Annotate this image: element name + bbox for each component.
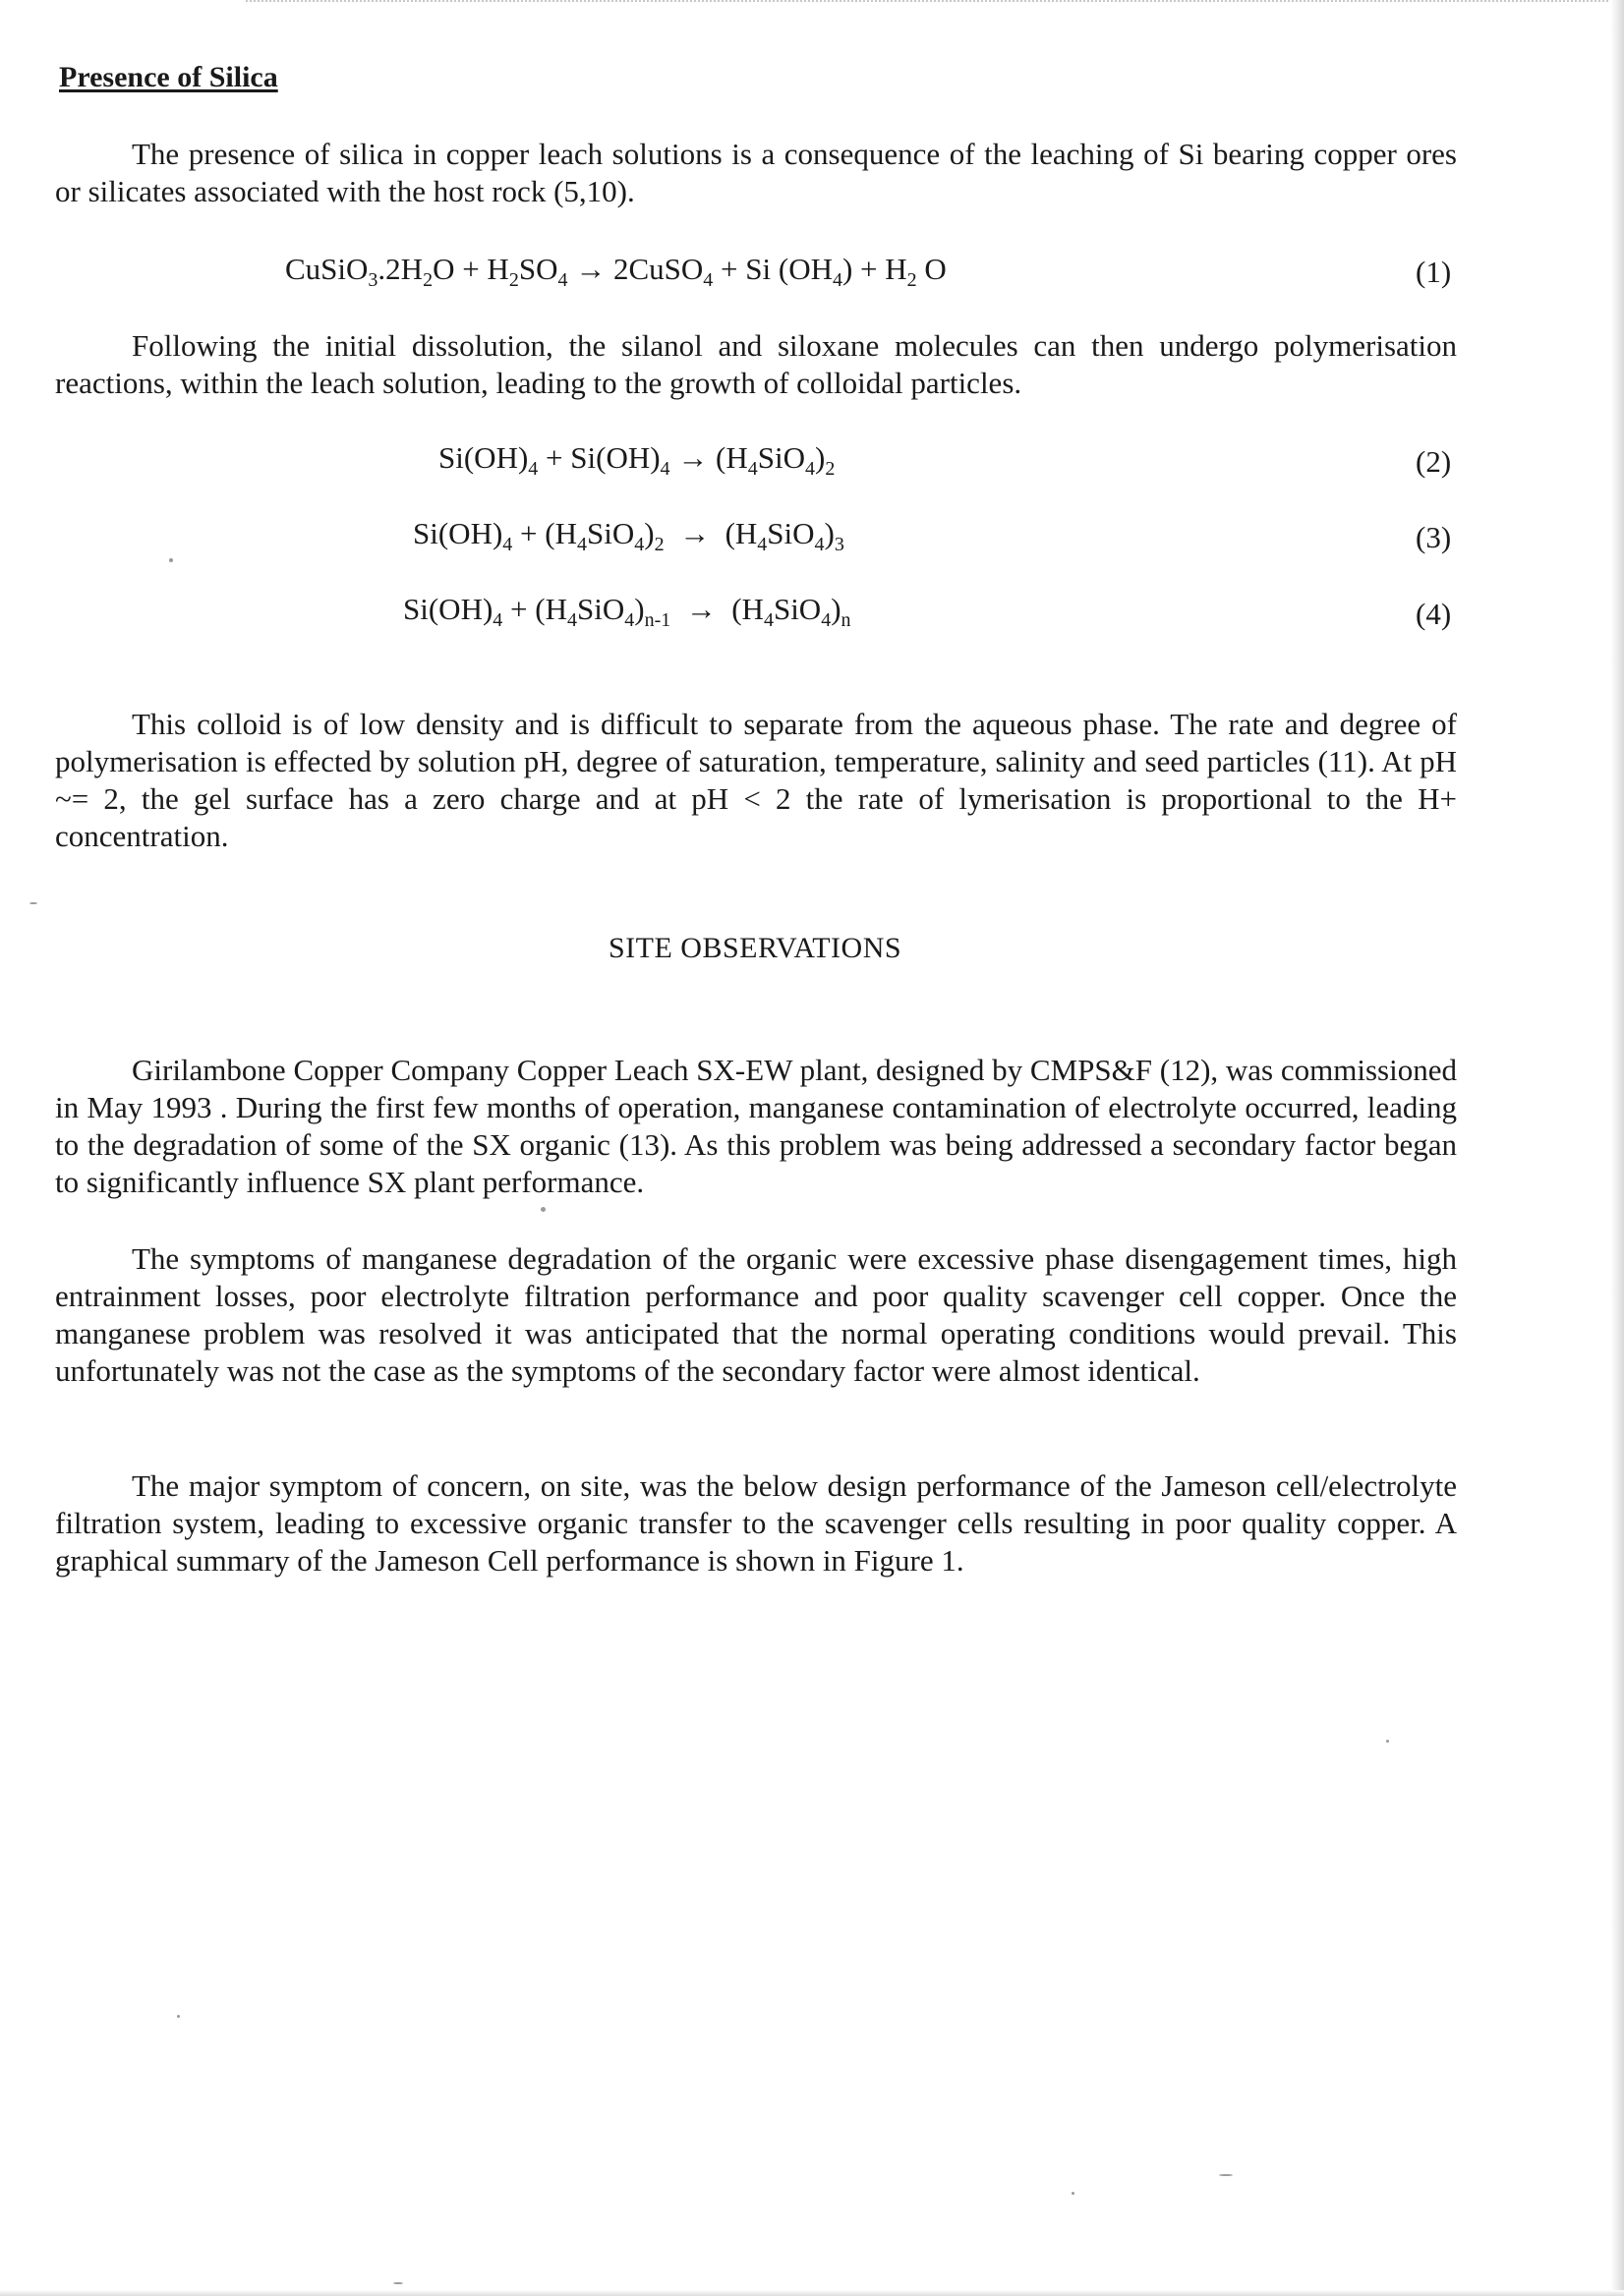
page-bottom-edge (0, 2290, 1624, 2296)
section-title-site-observations: SITE OBSERVATIONS (608, 932, 902, 964)
scan-speck (393, 2282, 403, 2284)
scan-speck (169, 558, 173, 562)
equation-2: $Si(OH)_4 + Si(OH)_4 \to (H_4SiO_4)_2$ (438, 440, 836, 481)
equation-1: $CuSiO_3.2H_2O + H_2SO_4$ → 2CuSO$_4$ + Si $(OH_4) + H_2$ O (285, 252, 947, 292)
page-right-edge (1610, 0, 1624, 2296)
paragraph-girilambone: Girilambone Copper Company Copper Leach SX-EW plant, designed by CMPS&F (12), was commissioned in May 1993 . During the first few months of operation, manganese contamination of electrolyte occurred, leading to the degradation of some of the SX organic (13). As this problem was being addressed a secondary factor began to significantly influence SX plant performance. (55, 1053, 1457, 1199)
section-heading-silica: Presence of Silica (59, 61, 278, 93)
scan-speck (29, 902, 37, 904)
scan-speck (177, 2015, 180, 2018)
equation-2-number: (2) (1416, 444, 1452, 479)
equation-3-number: (3) (1416, 520, 1452, 554)
scan-speck (1219, 2174, 1233, 2176)
paragraph-jameson-cell: The major symptom of concern, on site, was the below design performance of the Jameson cell/electrolyte filtration system, leading to excessive organic transfer to the scavenger cells resulting in poor quality copper. A graphical summary of the Jameson Cell performance is shown in Figure 1. (55, 1468, 1457, 1578)
scan-speck (1072, 2192, 1074, 2195)
paragraph-symptoms: The symptoms of manganese degradation of the organic were excessive phase disengagement times, high entrainment losses, poor electrolyte filtration performance and poor quality scavenger cell copper. Once the manganese problem was resolved it was anticipated that the normal operating conditions would prevail. This unfortunately was not the case as the symptoms of the secondary factor were almost identical. (55, 1241, 1457, 1388)
equation-1-number: (1) (1416, 255, 1452, 289)
scan-speck (541, 1207, 546, 1212)
equation-4: $Si(OH)_4 + (H_4SiO_4)_{n-1} \to (H_4SiO_4)_n$ (403, 592, 851, 632)
equation-4-number: (4) (1416, 597, 1452, 631)
equation-3: $Si(OH)_4 + (H_4SiO_4)_2 \to (H_4SiO_4)_3$ (413, 516, 844, 556)
paragraph-polymerisation: Following the initial dissolution, the silanol and siloxane molecules can then undergo polymerisation reactions, within the leach solution, leading to the growth of colloidal particles. (55, 328, 1457, 400)
paragraph-silica-intro: The presence of silica in copper leach solutions is a consequence of the leaching of Si bearing copper ores or silicates associated with the host rock (5,10). (55, 137, 1457, 208)
scan-speck (1386, 1740, 1389, 1743)
paragraph-colloid: This colloid is of low density and is difficult to separate from the aqueous phase. The rate and degree of polymerisation is effected by solution pH, degree of saturation, temperature, salinity and seed particles (11). At pH ~= 2, the gel surface has a zero charge and at pH < 2 the rate of lymerisation is proportional to the H+ concentration. (55, 707, 1457, 853)
page-top-edge (246, 0, 1624, 6)
